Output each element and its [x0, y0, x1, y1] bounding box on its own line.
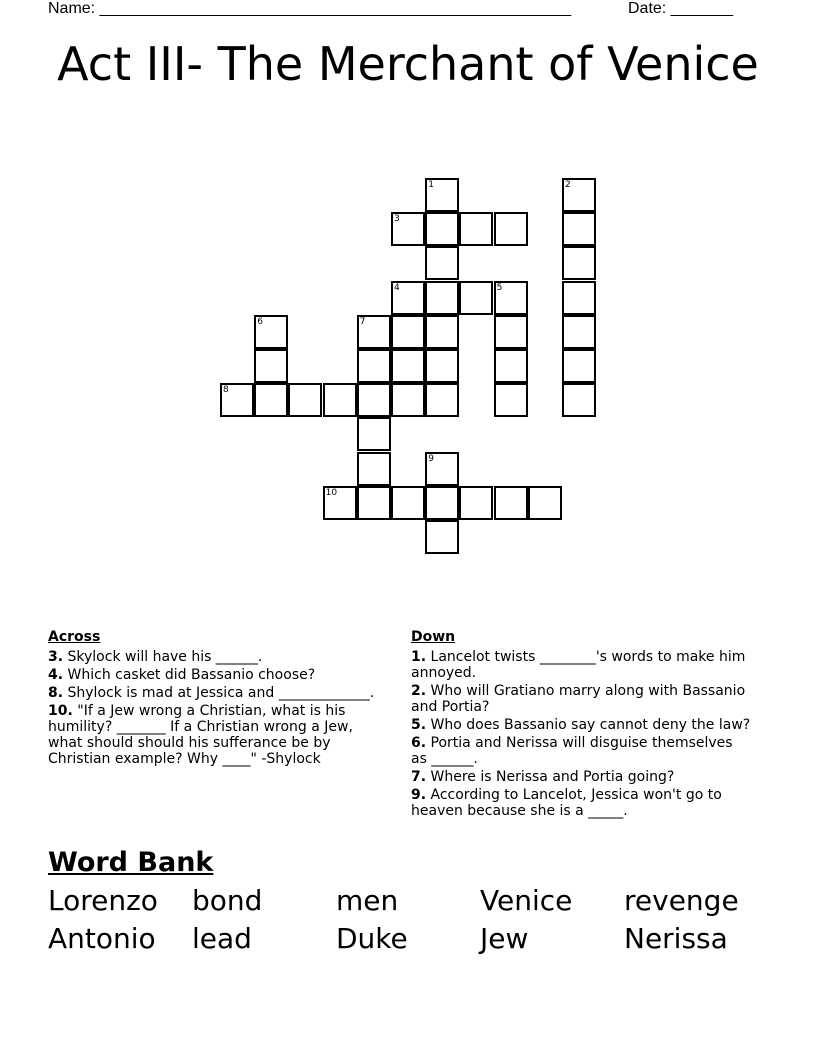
crossword-cell[interactable]	[528, 486, 562, 520]
across-clue-3: 3. Skylock will have his ______.	[48, 649, 263, 665]
crossword-cell[interactable]	[494, 281, 528, 315]
crossword-cell[interactable]	[425, 178, 459, 212]
word-bank-word: bond	[192, 884, 263, 917]
crossword-cell[interactable]	[254, 315, 288, 349]
crossword-cell[interactable]	[562, 383, 596, 417]
word-bank-word: Jew	[480, 922, 529, 955]
crossword-cell[interactable]	[459, 212, 493, 246]
word-bank-word: Duke	[336, 922, 408, 955]
crossword-cell[interactable]	[391, 486, 425, 520]
crossword-cell[interactable]	[459, 486, 493, 520]
clue-number: 2	[565, 180, 571, 190]
crossword-cell[interactable]	[357, 315, 391, 349]
crossword-cell[interactable]	[220, 383, 254, 417]
clue-number: 7	[359, 316, 366, 327]
crossword-cell[interactable]	[357, 383, 391, 417]
crossword-cell[interactable]	[391, 383, 425, 417]
crossword-cell[interactable]	[425, 486, 459, 520]
crossword-cell[interactable]	[494, 349, 528, 383]
crossword-cell[interactable]	[357, 486, 391, 520]
down-clue-2: 2. Who will Gratiano marry along with Bassanio and Portia?	[411, 683, 746, 715]
clue-number: 3	[394, 214, 400, 225]
crossword-cell[interactable]	[425, 452, 459, 486]
crossword-cell[interactable]	[391, 349, 425, 383]
across-clue-10: 10. "If a Jew wrong a Christian, what is his humility? _______ If a Christian wrong a Jew, what should should his sufferance be by Christian example? Why ____" -Shylock	[48, 703, 353, 767]
crossword-cell[interactable]	[425, 520, 459, 554]
down-clue-5: 5. Who does Bassanio say cannot deny the law?	[411, 717, 751, 733]
clue-number: 5	[496, 282, 503, 293]
word-bank-word: Lorenzo	[48, 884, 158, 917]
crossword-cell[interactable]	[425, 281, 459, 315]
crossword-cell[interactable]	[562, 178, 596, 212]
crossword-cell[interactable]	[323, 383, 357, 417]
across-clue-4: 4. Which casket did Bassanio choose?	[48, 667, 316, 683]
page-title: Act III- The Merchant of Venice	[57, 37, 759, 91]
crossword-cell[interactable]	[494, 486, 528, 520]
across-clues	[48, 629, 388, 769]
crossword-cell[interactable]	[562, 212, 596, 246]
crossword-cell[interactable]	[425, 315, 459, 349]
word-bank-word: Venice	[480, 884, 573, 917]
down-clue-9: 9. According to Lancelot, Jessica won't go to heaven because she is a _____.	[411, 787, 722, 819]
word-bank-title: Word Bank	[48, 847, 214, 878]
crossword-cell[interactable]	[391, 212, 425, 246]
crossword-cell[interactable]	[562, 246, 596, 280]
crossword-cell[interactable]	[288, 383, 322, 417]
crossword-cell[interactable]	[562, 349, 596, 383]
crossword-cell[interactable]	[357, 349, 391, 383]
across-clue-8: 8. Shylock is mad at Jessica and _____________.	[48, 685, 375, 701]
across-heading: Across	[48, 629, 101, 645]
crossword-cell[interactable]	[425, 349, 459, 383]
crossword-cell[interactable]	[254, 349, 288, 383]
word-bank-word: revenge	[624, 884, 739, 917]
down-clue-7: 7. Where is Nerissa and Portia going?	[411, 769, 675, 785]
crossword-cell[interactable]	[323, 486, 357, 520]
word-bank-word: Antonio	[48, 922, 156, 955]
crossword-cell[interactable]	[562, 281, 596, 315]
clue-number: 10	[325, 487, 338, 498]
name-field-label[interactable]: Name: _____________________________________________________	[48, 0, 572, 17]
crossword-cell[interactable]	[391, 281, 425, 315]
clue-number: 4	[394, 282, 400, 293]
crossword-cell[interactable]	[357, 452, 391, 486]
crossword-cell[interactable]	[459, 281, 493, 315]
clue-number: 1	[428, 180, 434, 190]
crossword-cell[interactable]	[562, 315, 596, 349]
date-field-label[interactable]: Date: _______	[628, 0, 733, 17]
word-bank-word: lead	[192, 922, 252, 955]
crossword-cell[interactable]	[425, 246, 459, 280]
clue-number: 9	[428, 453, 434, 464]
down-clue-6: 6. Portia and Nerissa will disguise themselves as ______.	[411, 735, 733, 767]
clue-number: 8	[223, 385, 229, 396]
crossword-cell[interactable]	[254, 383, 288, 417]
crossword-cell[interactable]	[425, 212, 459, 246]
crossword-cell[interactable]	[494, 383, 528, 417]
crossword-cell[interactable]	[391, 315, 425, 349]
crossword-cell[interactable]	[494, 315, 528, 349]
clue-number: 6	[257, 316, 263, 327]
down-heading: Down	[411, 629, 456, 645]
down-clue-1: 1. Lancelot twists ________'s words to make him annoyed.	[411, 649, 746, 681]
crossword-cell[interactable]	[425, 383, 459, 417]
down-clues	[411, 629, 751, 821]
crossword-cell[interactable]	[357, 417, 391, 451]
word-bank-word: men	[336, 884, 399, 917]
crossword-cell[interactable]	[494, 212, 528, 246]
word-bank-word: Nerissa	[624, 922, 728, 955]
